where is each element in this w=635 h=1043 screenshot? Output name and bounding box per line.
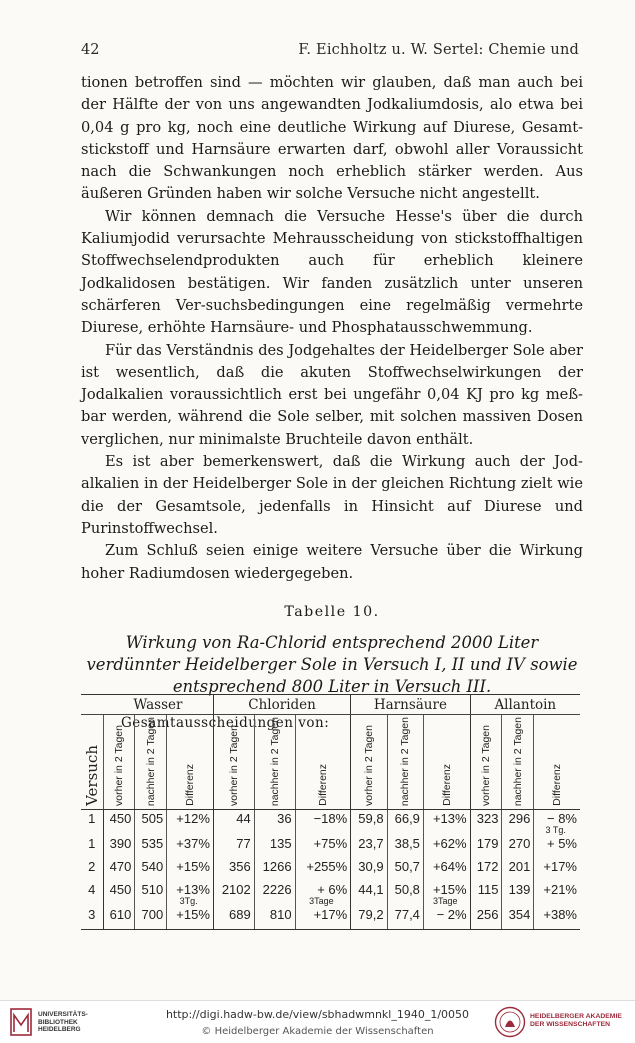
versuch-cell: 3	[81, 906, 103, 930]
table-cell: 179	[470, 835, 502, 858]
table-cell: +15% 3Tage	[423, 881, 470, 906]
table-cell: 66,9	[387, 810, 423, 836]
table-cell: 450	[103, 810, 135, 836]
versuch-cell: 4	[88, 882, 96, 898]
table-cell: 1266	[254, 858, 295, 881]
page-header	[81, 42, 579, 62]
table-row	[81, 881, 580, 906]
table-cell: +38%	[534, 906, 580, 930]
running-title: F. Eichholtz u. W. Sertel: Chemie und	[298, 42, 579, 58]
table-cell: +75%	[295, 835, 351, 858]
table-cell: −18%	[295, 810, 351, 836]
table-cell: +255%	[295, 858, 351, 881]
paragraph: Für das Verständnis des Jodgehaltes der Heidelberger Sole aber ist wesentlich, daß die akuten Stoffwechselwirkungen der Jodalkalien voraussichtlich erst bei ungefähr 0,04 KJ pro kg meß-bar werden, während die Sole selber, mit solchen massiven Dosen verglichen, nur minimalste Bruchteile davon enthält.	[81, 341, 583, 448]
library-logo-text: UNIVERSITÄTS- BIBLIOTHEK HEIDELBERG	[38, 1011, 88, 1033]
group-header: Harnsäure	[351, 695, 470, 715]
academy-logo-text: HEIDELBERGER AKADEMIE DER WISSENSCHAFTEN	[530, 1013, 622, 1028]
table-cell: 354	[502, 906, 534, 930]
table-cell: 135	[254, 835, 295, 858]
data-table	[81, 694, 580, 930]
table-cell: 36	[254, 810, 295, 836]
sub-header-row	[81, 715, 580, 810]
sub-header: Differenz	[167, 715, 214, 810]
table-cell: 296	[502, 810, 534, 836]
table-cell: + 5%	[534, 835, 580, 858]
sub-header: nachher in 2 Tagen	[135, 715, 167, 810]
table-cell: 139	[502, 881, 534, 906]
table-cell: 510	[135, 881, 167, 906]
table-cell: − 2%	[423, 906, 470, 930]
table-cell: 323	[470, 810, 502, 836]
table-cell: +13% 3Tg.	[167, 881, 214, 906]
table-cell: 256	[470, 906, 502, 930]
table-cell: 390	[103, 835, 135, 858]
sub-header: nachher in 2 Tagen	[502, 715, 534, 810]
source-url-link[interactable]: http://digi.hadw-bw.de/view/sbhadwmnkl_1940_1/0050	[165, 1008, 470, 1021]
table-cell: − 8% 3 Tg.	[534, 810, 580, 836]
table-cell: 38,5	[387, 835, 423, 858]
table-cell: +12%	[167, 810, 214, 836]
page-number: 42	[81, 42, 100, 58]
table-cell: 450	[103, 881, 135, 906]
table-body	[81, 810, 580, 930]
versuch-cell: 1	[88, 811, 96, 827]
cell-note: 3 Tg.	[545, 825, 566, 836]
table-cell: 2102	[213, 881, 254, 906]
table-cell: 79,2	[351, 906, 387, 930]
table-label: Tabelle 10.	[284, 603, 380, 620]
cell-note: 3Tage	[309, 896, 334, 907]
paragraph: tionen betroffen sind — möchten wir glauben, daß man auch bei der Hälfte der von uns angewandten Jodkaliumdosis, alo etwa bei 0,04 g pro kg, noch eine deutliche Wirkung auf Diurese, Gesamt-stickstoff und Harnsäure erwarten darf, obwohl aller Voraussicht nach die Schwankungen noch erheblich stärker werden. Aus äußeren Gründen haben wir solche Versuche nicht angestellt.	[81, 74, 583, 203]
table-cell: 2226	[254, 881, 295, 906]
paragraph: Wir können demnach die Versuche Hesse's über die durch Kaliumjodid verursachte Mehrausscheidung von stickstoffhaltigen Stoffwechselendprodukten auch für erheblich kleinere Jodkalidosen bestätigen. Wir fanden zusätzlich unter unseren schärferen Ver-suchsbedingungen eine regelmäßig vermehrte Diurese, erhöhte Harnsäure- und Phosphatausschwemmung.	[81, 207, 583, 337]
table-cell: 77,4	[387, 906, 423, 930]
sub-header: Differenz	[423, 715, 470, 810]
table-cell: 201	[502, 858, 534, 881]
sub-header: vorher in 2 Tagen	[351, 715, 387, 810]
table-cell: 44	[213, 810, 254, 836]
sub-header: nachher in 2 Tagen	[254, 715, 295, 810]
table-cell: 270	[502, 835, 534, 858]
table-cell: 172	[470, 858, 502, 881]
table-cell: 77	[213, 835, 254, 858]
table-cell: +13%	[423, 810, 470, 836]
footer-bar	[0, 1000, 635, 1043]
table-cell: 50,8	[387, 881, 423, 906]
table-cell: 30,9	[351, 858, 387, 881]
copyright-notice: © Heidelberger Akademie der Wissenschaften	[201, 1026, 434, 1037]
table-cell: +17%	[534, 858, 580, 881]
table-row	[81, 835, 580, 858]
sub-header: vorher in 2 Tagen	[213, 715, 254, 810]
table-cell: 59,8	[351, 810, 387, 836]
table-cell: 470	[103, 858, 135, 881]
sub-header: vorher in 2 Tagen	[470, 715, 502, 810]
table-row	[81, 906, 580, 930]
table-cell: 115	[470, 881, 502, 906]
table-cell: +21%	[534, 881, 580, 906]
paragraph: Es ist aber bemerkenswert, daß die Wirkung auch der Jod-alkalien in der Heidelberger Sole in der gleichen Richtung zielt wie die der Gesamtsole, jedenfalls in Hinsicht auf Diurese und Purinstoffwechsel.	[81, 453, 583, 537]
group-header: Chloriden	[213, 695, 350, 715]
table-cell: 610	[103, 906, 135, 930]
corner-cell	[81, 695, 103, 715]
versuch-cell: 1	[88, 836, 96, 852]
table-cell: 23,7	[351, 835, 387, 858]
table-cell: 505	[135, 810, 167, 836]
table-cell: 689	[213, 906, 254, 930]
cell-note: 3Tg.	[179, 896, 198, 907]
table-row	[81, 810, 580, 836]
sub-header: Differenz	[534, 715, 580, 810]
table-cell: 50,7	[387, 858, 423, 881]
sub-header: nachher in 2 Tagen	[387, 715, 423, 810]
paragraph: Zum Schluß seien einige weitere Versuche über die Wirkung hoher Radiumdosen wiedergegeben.	[81, 542, 583, 582]
cell-note: 3Tage	[432, 896, 458, 907]
table-cell: 540	[135, 858, 167, 881]
group-header-row	[81, 695, 580, 715]
table-cell: 700	[135, 906, 167, 930]
table-cell: +17%	[295, 906, 351, 930]
table-cell: 535	[135, 835, 167, 858]
versuch-cell: 2	[88, 859, 96, 875]
table-cell: +15%	[167, 858, 214, 881]
body-text	[81, 72, 583, 734]
table-cell: 44,1	[351, 881, 387, 906]
versuch-header: Versuch	[81, 715, 103, 810]
group-header: Allantoin	[470, 695, 580, 715]
table-cell: +64%	[423, 858, 470, 881]
table-cell: + 6% 3Tage	[295, 881, 351, 906]
table-row	[81, 858, 580, 881]
table-cell: +62%	[423, 835, 470, 858]
table-cell: 810	[254, 906, 295, 930]
sub-header: Differenz	[295, 715, 351, 810]
table-caption: Wirkung von Ra-Chlorid entsprechend 2000 Liter verdünnter Heidelberger Sole in Versuch I, II und IV sowie entsprechend 800 Liter in Versuch III.	[86, 633, 578, 697]
table-cell: +37%	[167, 835, 214, 858]
table-cell: 356	[213, 858, 254, 881]
table-cell: +15%	[167, 906, 214, 930]
academy-seal-icon	[494, 1006, 526, 1038]
group-header: Wasser	[103, 695, 213, 715]
table-subcaption: Gesamtausscheidungen von:	[121, 715, 330, 732]
sub-header: vorher in 2 Tagen	[103, 715, 135, 810]
